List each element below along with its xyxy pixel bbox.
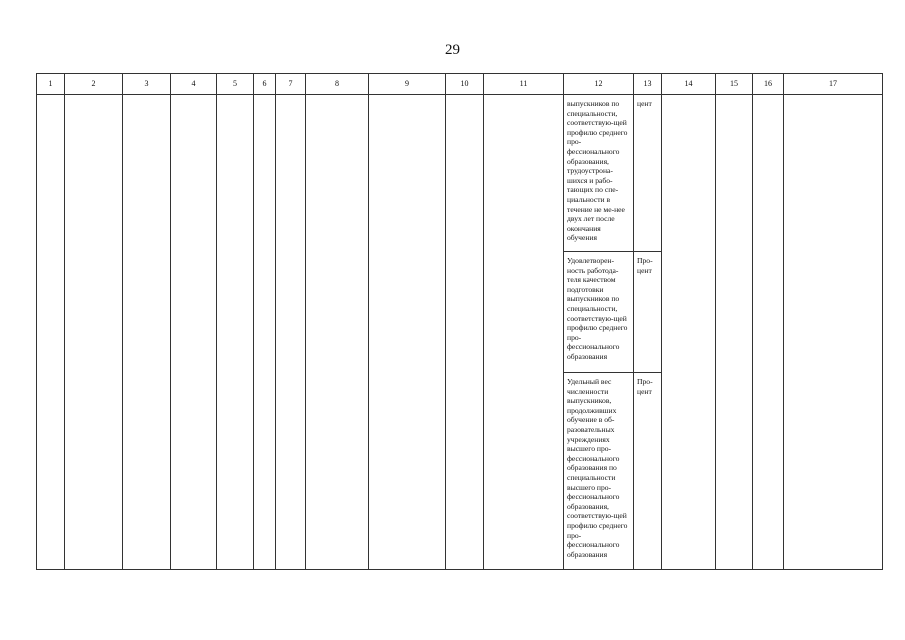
column-number: 11 [484,74,564,95]
table-cell [662,95,716,570]
column-number: 9 [369,74,446,95]
table-cell [65,95,123,570]
indicator-text: Удельный вес численности выпускников, продолживших обучение в об-разовательных учреждениях высшего про-фессионального образования по специальности высшего про-фессионального образования, соответствую-щей профилю среднего про-фессионального образования [567,377,628,559]
column-number: 2 [65,74,123,95]
table-cell [369,95,446,570]
column-number: 17 [784,74,883,95]
column-number: 6 [254,74,276,95]
column-number: 3 [123,74,171,95]
column-number: 10 [446,74,484,95]
unit-cell [634,252,662,373]
column-number: 14 [662,74,716,95]
table-cell [306,95,369,570]
table-cell [484,95,564,570]
table-cell [254,95,276,570]
table-cell [217,95,254,570]
indicator-cell [564,252,634,373]
column-number: 5 [217,74,254,95]
header-row [37,74,883,95]
unit-text: цент [637,99,652,108]
unit-cell [634,373,662,570]
table-cell [37,95,65,570]
data-table [36,73,883,570]
page-number: 29 [445,42,460,58]
indicator-text: выпускников по специальности, соответствую-щей профилю среднего про-фессионального образования, трудоустрона-шихся и рабо-тающих по спе-циальности в течение не ме-нее двух лет после окончания обучения [567,99,628,243]
unit-text: Про-цент [637,256,653,275]
column-number: 15 [716,74,753,95]
table-cell [276,95,306,570]
column-number: 7 [276,74,306,95]
table-row [37,95,883,252]
table-cell [716,95,753,570]
table-cell [123,95,171,570]
table-cell [753,95,784,570]
indicator-text: Удовлетворен-ность работода-теля качеством подготовки выпускников по специальности, соответствую-щей профилю среднего про-фессионального образования [567,256,628,361]
column-number: 4 [171,74,217,95]
column-number: 13 [634,74,662,95]
column-number: 8 [306,74,369,95]
table-cell [784,95,883,570]
indicator-cell [564,95,634,252]
table-cell [171,95,217,570]
unit-cell [634,95,662,252]
column-number: 12 [564,74,634,95]
table-cell [446,95,484,570]
unit-text: Про-цент [637,377,653,396]
column-number: 16 [753,74,784,95]
indicator-cell [564,373,634,570]
column-number: 1 [37,74,65,95]
